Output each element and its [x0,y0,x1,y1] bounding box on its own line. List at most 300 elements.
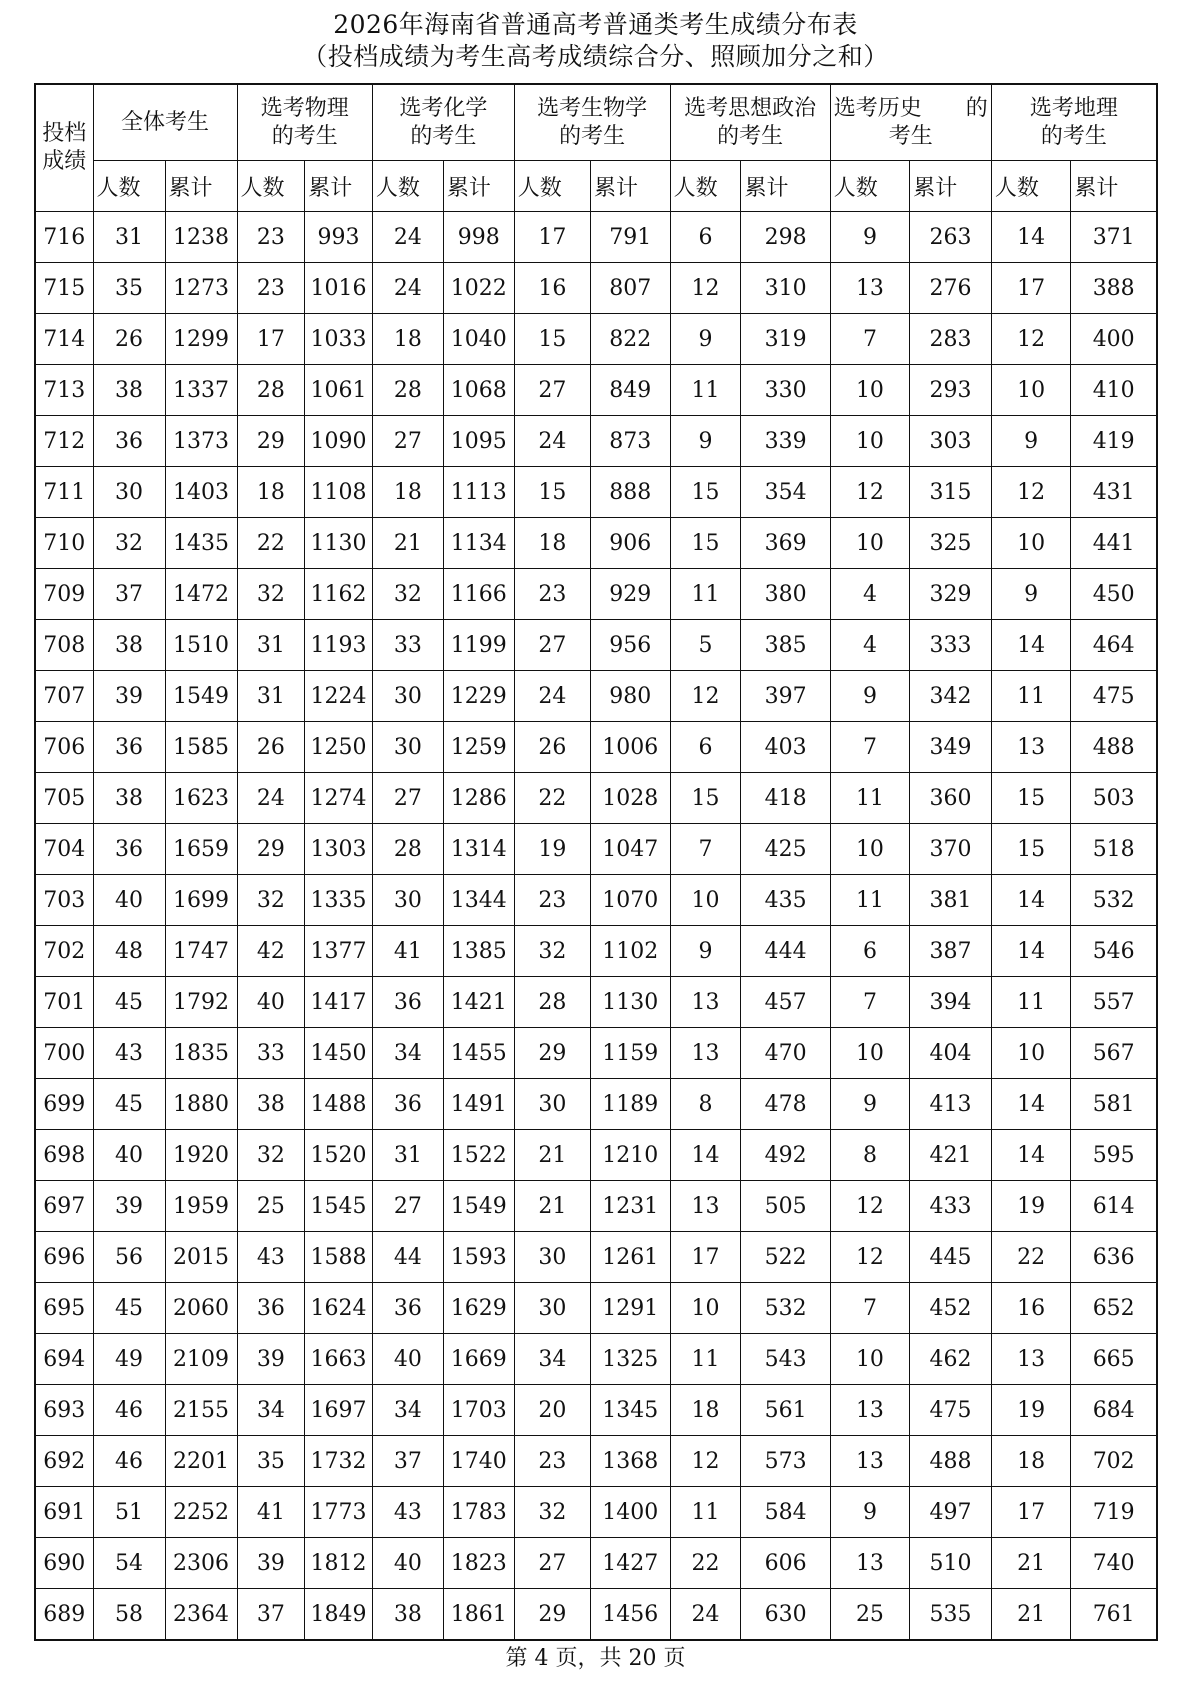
score-cell: 703 [35,875,93,926]
header-group-line: 的考生 [559,123,626,149]
count-cell: 35 [237,1436,305,1487]
header-group-line: 全体考生 [121,109,210,135]
count-cell: 27 [514,365,590,416]
count-cell: 36 [372,1283,443,1334]
cumulative-cell: 1629 [443,1283,514,1334]
count-cell: 42 [237,926,305,977]
count-cell: 12 [670,671,741,722]
count-cell: 14 [991,620,1071,671]
cumulative-cell: 293 [910,365,992,416]
count-cell: 8 [670,1079,741,1130]
cumulative-cell: 444 [741,926,830,977]
count-cell: 17 [991,263,1071,314]
cumulative-cell: 595 [1071,1130,1157,1181]
cumulative-cell: 1920 [165,1130,237,1181]
cumulative-cell: 503 [1071,773,1157,824]
count-cell: 29 [514,1589,590,1641]
header-group-physics [237,84,372,161]
cumulative-cell: 418 [741,773,830,824]
count-cell: 25 [237,1181,305,1232]
cumulative-cell: 1291 [591,1283,671,1334]
score-cell: 707 [35,671,93,722]
cumulative-cell: 888 [591,467,671,518]
count-cell: 13 [830,1385,910,1436]
cumulative-cell: 283 [910,314,992,365]
count-cell: 27 [372,773,443,824]
count-cell: 11 [830,875,910,926]
cumulative-cell: 388 [1071,263,1157,314]
cumulative-cell: 2364 [165,1589,237,1641]
header-row-groups [35,84,1157,161]
count-cell: 9 [991,569,1071,620]
score-cell: 704 [35,824,93,875]
subheader-count: 人数 [830,161,910,212]
count-cell: 31 [237,671,305,722]
count-cell: 7 [670,824,741,875]
count-cell: 22 [991,1232,1071,1283]
count-cell: 6 [830,926,910,977]
count-cell: 39 [237,1334,305,1385]
count-cell: 34 [514,1334,590,1385]
table-row [35,824,1157,875]
cumulative-cell: 404 [910,1028,992,1079]
count-cell: 4 [830,620,910,671]
cumulative-cell: 1337 [165,365,237,416]
count-cell: 32 [372,569,443,620]
cumulative-cell: 980 [591,671,671,722]
count-cell: 24 [514,416,590,467]
count-cell: 14 [991,1130,1071,1181]
count-cell: 22 [237,518,305,569]
cumulative-cell: 385 [741,620,830,671]
cumulative-cell: 1417 [305,977,373,1028]
count-cell: 10 [830,824,910,875]
header-group-politics [670,84,830,161]
score-cell: 690 [35,1538,93,1589]
cumulative-cell: 1488 [305,1079,373,1130]
cumulative-cell: 1849 [305,1589,373,1641]
table-row [35,875,1157,926]
cumulative-cell: 1344 [443,875,514,926]
cumulative-cell: 535 [910,1589,992,1641]
count-cell: 58 [93,1589,165,1641]
cumulative-cell: 561 [741,1385,830,1436]
score-cell: 714 [35,314,93,365]
count-cell: 41 [372,926,443,977]
cumulative-cell: 419 [1071,416,1157,467]
count-cell: 13 [830,1538,910,1589]
count-cell: 10 [991,1028,1071,1079]
count-cell: 40 [237,977,305,1028]
cumulative-cell: 1373 [165,416,237,467]
header-group-line: 选考地理 [1029,95,1118,121]
cumulative-cell: 413 [910,1079,992,1130]
cumulative-cell: 1250 [305,722,373,773]
count-cell: 37 [237,1589,305,1641]
cumulative-cell: 761 [1071,1589,1157,1641]
cumulative-cell: 1385 [443,926,514,977]
cumulative-cell: 431 [1071,467,1157,518]
score-cell: 706 [35,722,93,773]
count-cell: 10 [670,1283,741,1334]
count-cell: 23 [514,1436,590,1487]
cumulative-cell: 435 [741,875,830,926]
score-cell: 705 [35,773,93,824]
cumulative-cell: 630 [741,1589,830,1641]
cumulative-cell: 370 [910,824,992,875]
cumulative-cell: 1166 [443,569,514,620]
count-cell: 7 [830,722,910,773]
score-cell: 711 [35,467,93,518]
header-group-history [830,84,991,161]
cumulative-cell: 557 [1071,977,1157,1028]
count-cell: 37 [93,569,165,620]
cumulative-cell: 546 [1071,926,1157,977]
cumulative-cell: 1669 [443,1334,514,1385]
cumulative-cell: 1377 [305,926,373,977]
cumulative-cell: 532 [741,1283,830,1334]
cumulative-cell: 1134 [443,518,514,569]
cumulative-cell: 1108 [305,467,373,518]
cumulative-cell: 445 [910,1232,992,1283]
count-cell: 6 [670,212,741,263]
cumulative-cell: 1510 [165,620,237,671]
count-cell: 12 [670,1436,741,1487]
count-cell: 23 [514,569,590,620]
cumulative-cell: 400 [1071,314,1157,365]
count-cell: 7 [830,314,910,365]
cumulative-cell: 822 [591,314,671,365]
count-cell: 12 [991,314,1071,365]
count-cell: 24 [372,212,443,263]
count-cell: 9 [830,671,910,722]
cumulative-cell: 1959 [165,1181,237,1232]
count-cell: 13 [670,1028,741,1079]
count-cell: 40 [93,1130,165,1181]
table-row [35,1079,1157,1130]
score-cell: 709 [35,569,93,620]
table-row [35,314,1157,365]
cumulative-cell: 330 [741,365,830,416]
cumulative-cell: 606 [741,1538,830,1589]
cumulative-cell: 652 [1071,1283,1157,1334]
cumulative-cell: 1861 [443,1589,514,1641]
count-cell: 11 [670,365,741,416]
table-row [35,977,1157,1028]
count-cell: 26 [93,314,165,365]
count-cell: 14 [670,1130,741,1181]
cumulative-cell: 333 [910,620,992,671]
count-cell: 32 [237,569,305,620]
cumulative-cell: 532 [1071,875,1157,926]
cumulative-cell: 1456 [591,1589,671,1641]
count-cell: 30 [93,467,165,518]
count-cell: 15 [991,824,1071,875]
header-group-chemistry [372,84,514,161]
count-cell: 31 [93,212,165,263]
table-row [35,416,1157,467]
count-cell: 10 [670,875,741,926]
count-cell: 19 [991,1181,1071,1232]
count-cell: 40 [93,875,165,926]
count-cell: 11 [670,1487,741,1538]
cumulative-cell: 475 [1071,671,1157,722]
header-group-line: 选考历史 的 [833,95,988,121]
cumulative-cell: 522 [741,1232,830,1283]
count-cell: 15 [514,314,590,365]
count-cell: 26 [514,722,590,773]
score-cell: 696 [35,1232,93,1283]
cumulative-cell: 740 [1071,1538,1157,1589]
cumulative-cell: 573 [741,1436,830,1487]
cumulative-cell: 319 [741,314,830,365]
cumulative-cell: 1033 [305,314,373,365]
cumulative-cell: 1545 [305,1181,373,1232]
cumulative-cell: 2252 [165,1487,237,1538]
count-cell: 13 [830,1436,910,1487]
cumulative-cell: 1549 [443,1181,514,1232]
count-cell: 40 [372,1538,443,1589]
header-group-line: 考生 [888,123,933,149]
cumulative-cell: 929 [591,569,671,620]
cumulative-cell: 1400 [591,1487,671,1538]
cumulative-cell: 462 [910,1334,992,1385]
table-row [35,518,1157,569]
cumulative-cell: 1022 [443,263,514,314]
cumulative-cell: 403 [741,722,830,773]
cumulative-cell: 1095 [443,416,514,467]
count-cell: 17 [514,212,590,263]
cumulative-cell: 298 [741,212,830,263]
header-row-subcolumns [35,161,1157,212]
cumulative-cell: 1130 [305,518,373,569]
cumulative-cell: 470 [741,1028,830,1079]
count-cell: 38 [372,1589,443,1641]
count-cell: 29 [237,416,305,467]
count-cell: 22 [670,1538,741,1589]
cumulative-cell: 1314 [443,824,514,875]
table-row [35,1538,1157,1589]
count-cell: 11 [670,1334,741,1385]
count-cell: 36 [93,722,165,773]
count-cell: 46 [93,1436,165,1487]
count-cell: 31 [237,620,305,671]
cumulative-cell: 329 [910,569,992,620]
count-cell: 9 [830,1487,910,1538]
cumulative-cell: 1299 [165,314,237,365]
count-cell: 13 [670,1181,741,1232]
cumulative-cell: 1812 [305,1538,373,1589]
subheader-cumulative: 累计 [1071,161,1157,212]
cumulative-cell: 1006 [591,722,671,773]
count-cell: 45 [93,1283,165,1334]
count-cell: 44 [372,1232,443,1283]
count-cell: 24 [237,773,305,824]
count-cell: 36 [237,1283,305,1334]
header-group-line: 的考生 [1040,123,1107,149]
page-title: 2026年海南省普通高考普通类考生成绩分布表 [333,10,858,39]
count-cell: 43 [237,1232,305,1283]
score-cell: 698 [35,1130,93,1181]
count-cell: 24 [514,671,590,722]
cumulative-cell: 475 [910,1385,992,1436]
cumulative-cell: 1259 [443,722,514,773]
count-cell: 7 [830,977,910,1028]
table-row [35,1487,1157,1538]
cumulative-cell: 1273 [165,263,237,314]
count-cell: 13 [991,1334,1071,1385]
cumulative-cell: 464 [1071,620,1157,671]
count-cell: 11 [830,773,910,824]
subheader-cumulative: 累计 [591,161,671,212]
cumulative-cell: 636 [1071,1232,1157,1283]
cumulative-cell: 1450 [305,1028,373,1079]
cumulative-cell: 1699 [165,875,237,926]
cumulative-cell: 2155 [165,1385,237,1436]
cumulative-cell: 1792 [165,977,237,1028]
count-cell: 10 [830,1028,910,1079]
count-cell: 12 [830,1232,910,1283]
table-row [35,263,1157,314]
cumulative-cell: 1740 [443,1436,514,1487]
count-cell: 21 [514,1181,590,1232]
count-cell: 17 [991,1487,1071,1538]
table-row [35,926,1157,977]
score-cell: 708 [35,620,93,671]
cumulative-cell: 1663 [305,1334,373,1385]
cumulative-cell: 441 [1071,518,1157,569]
count-cell: 41 [237,1487,305,1538]
cumulative-cell: 1016 [305,263,373,314]
score-cell: 713 [35,365,93,416]
cumulative-cell: 702 [1071,1436,1157,1487]
cumulative-cell: 1193 [305,620,373,671]
count-cell: 39 [93,671,165,722]
count-cell: 43 [93,1028,165,1079]
table-row [35,1283,1157,1334]
cumulative-cell: 1047 [591,824,671,875]
header-score-line: 成绩 [42,149,87,174]
header-group-line: 选考思想政治 [684,95,817,121]
cumulative-cell: 1113 [443,467,514,518]
count-cell: 10 [830,365,910,416]
count-cell: 29 [237,824,305,875]
cumulative-cell: 1040 [443,314,514,365]
count-cell: 35 [93,263,165,314]
score-distribution-table [34,83,1158,1641]
subheader-count: 人数 [670,161,741,212]
count-cell: 24 [372,263,443,314]
cumulative-cell: 1773 [305,1487,373,1538]
score-cell: 692 [35,1436,93,1487]
count-cell: 11 [670,569,741,620]
count-cell: 20 [514,1385,590,1436]
cumulative-cell: 1697 [305,1385,373,1436]
cumulative-cell: 1274 [305,773,373,824]
score-cell: 702 [35,926,93,977]
count-cell: 14 [991,1079,1071,1130]
count-cell: 32 [237,875,305,926]
cumulative-cell: 1835 [165,1028,237,1079]
table-row [35,671,1157,722]
page-subtitle: （投档成绩为考生高考成绩综合分、照顾加分之和） [302,42,889,71]
cumulative-cell: 1747 [165,926,237,977]
cumulative-cell: 303 [910,416,992,467]
count-cell: 11 [991,671,1071,722]
header-group-line: 选考生物学 [537,95,648,121]
score-cell: 700 [35,1028,93,1079]
count-cell: 13 [670,977,741,1028]
cumulative-cell: 457 [741,977,830,1028]
cumulative-cell: 956 [591,620,671,671]
cumulative-cell: 339 [741,416,830,467]
count-cell: 18 [514,518,590,569]
cumulative-cell: 387 [910,926,992,977]
subheader-count: 人数 [991,161,1071,212]
count-cell: 9 [830,1079,910,1130]
count-cell: 23 [237,263,305,314]
count-cell: 18 [237,467,305,518]
cumulative-cell: 1162 [305,569,373,620]
cumulative-cell: 510 [910,1538,992,1589]
cumulative-cell: 1286 [443,773,514,824]
cumulative-cell: 381 [910,875,992,926]
cumulative-cell: 1783 [443,1487,514,1538]
score-cell: 701 [35,977,93,1028]
count-cell: 17 [237,314,305,365]
page-footer: 第 4 页，共 20 页 [505,1646,686,1671]
count-cell: 38 [93,773,165,824]
cumulative-cell: 1061 [305,365,373,416]
cumulative-cell: 1303 [305,824,373,875]
header-group-biology [514,84,670,161]
count-cell: 18 [670,1385,741,1436]
cumulative-cell: 1231 [591,1181,671,1232]
count-cell: 10 [991,365,1071,416]
header-group-line: 选考化学 [399,95,488,121]
cumulative-cell: 1588 [305,1232,373,1283]
cumulative-cell: 1732 [305,1436,373,1487]
table-row [35,773,1157,824]
count-cell: 30 [372,875,443,926]
header-group-line: 的考生 [410,123,477,149]
table-row [35,212,1157,263]
cumulative-cell: 492 [741,1130,830,1181]
count-cell: 9 [991,416,1071,467]
table-row [35,1334,1157,1385]
count-cell: 28 [372,824,443,875]
count-cell: 38 [93,620,165,671]
count-cell: 37 [372,1436,443,1487]
header-group-line: 的考生 [271,123,338,149]
cumulative-cell: 1368 [591,1436,671,1487]
cumulative-cell: 263 [910,212,992,263]
cumulative-cell: 1549 [165,671,237,722]
cumulative-cell: 380 [741,569,830,620]
cumulative-cell: 1455 [443,1028,514,1079]
header-score [35,84,93,212]
cumulative-cell: 1593 [443,1232,514,1283]
cumulative-cell: 354 [741,467,830,518]
count-cell: 9 [670,926,741,977]
count-cell: 34 [372,1028,443,1079]
cumulative-cell: 1345 [591,1385,671,1436]
count-cell: 29 [514,1028,590,1079]
count-cell: 12 [670,263,741,314]
cumulative-cell: 1261 [591,1232,671,1283]
count-cell: 21 [514,1130,590,1181]
count-cell: 36 [93,416,165,467]
